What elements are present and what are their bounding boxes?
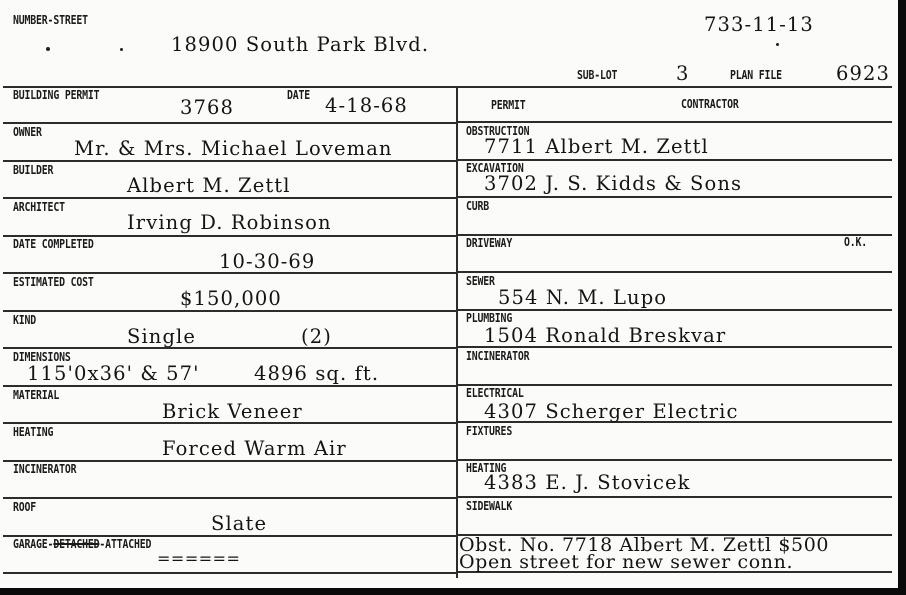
curb-label: CURB — [466, 199, 490, 213]
building-permit-label: BUILDING PERMIT — [13, 88, 100, 102]
driveway-label: DRIVEWAY — [466, 236, 513, 250]
rule — [3, 197, 456, 199]
rule — [3, 385, 456, 387]
sewer-label: SEWER — [466, 274, 495, 288]
permit-header: PERMIT — [491, 98, 526, 112]
builder-value: Albert M. Zettl — [127, 174, 291, 197]
contractor-header: CONTRACTOR — [681, 97, 739, 111]
estimated-cost-label: ESTIMATED COST — [13, 275, 94, 289]
plumbing-value: 1504 Ronald Breskvar — [484, 324, 727, 347]
dimensions-value: 115'0x36' & 57' — [27, 362, 200, 385]
plan-file-value: 6923 — [836, 62, 891, 85]
rule — [3, 86, 892, 88]
sub-lot-label: SUB-LOT — [577, 68, 618, 82]
material-value: Brick Veneer — [162, 400, 303, 423]
electrical-label: ELECTRICAL — [466, 386, 524, 400]
date-value: 4-18-68 — [325, 94, 408, 117]
garage-label-struck: DETACHED — [53, 537, 100, 551]
architect-value: Irving D. Robinson — [127, 211, 332, 234]
rule — [3, 122, 456, 124]
building-permit-value: 3768 — [180, 96, 235, 119]
kind-value: Single — [127, 325, 197, 348]
plan-file-label: PLAN FILE — [730, 68, 782, 82]
speck — [120, 48, 123, 51]
plumbing-label: PLUMBING — [466, 311, 513, 325]
electrical-value: 4307 Scherger Electric — [484, 400, 739, 423]
dimensions-area: 4896 sq. ft. — [254, 362, 380, 385]
heating-value: Forced Warm Air — [162, 437, 347, 460]
card-number: 733-11-13 — [704, 13, 814, 36]
date-completed-value: 10-30-69 — [219, 250, 316, 273]
rule — [456, 234, 892, 236]
obstruction-label: OBSTRUCTION — [466, 124, 530, 138]
estimated-cost-value: $150,000 — [180, 287, 282, 310]
roof-label: ROOF — [13, 500, 37, 514]
kind-label: KIND — [13, 313, 37, 327]
rule — [3, 572, 456, 574]
rule — [456, 309, 892, 311]
rule — [3, 347, 456, 349]
heating-label-right: HEATING — [466, 461, 507, 475]
garage-value: ====== — [157, 549, 241, 568]
note-line-1: Obst. No. 7718 Albert M. Zettl $500 — [459, 534, 830, 556]
rule — [3, 497, 456, 499]
number-street-value: 18900 South Park Blvd. — [171, 33, 430, 56]
speck — [46, 47, 50, 51]
roof-value: Slate — [211, 512, 268, 535]
driveway-value: O.K. — [844, 235, 868, 249]
sub-lot-value: 3 — [676, 62, 690, 85]
sewer-value: 554 N. M. Lupo — [498, 286, 668, 309]
rule — [456, 271, 892, 273]
incinerator-label-right: INCINERATOR — [466, 349, 530, 363]
material-label: MATERIAL — [13, 388, 60, 402]
speck — [776, 43, 779, 46]
scan-border — [898, 0, 906, 595]
excavation-value: 3702 J. S. Kidds & Sons — [484, 172, 743, 195]
fixtures-label: FIXTURES — [466, 424, 513, 438]
rule — [456, 496, 892, 498]
scan-border — [0, 588, 906, 595]
excavation-label: EXCAVATION — [466, 161, 524, 175]
date-completed-label: DATE COMPLETED — [13, 237, 94, 251]
owner-value: Mr. & Mrs. Michael Loveman — [74, 137, 393, 160]
date-label: DATE — [287, 88, 311, 102]
owner-label: OWNER — [13, 125, 42, 139]
incinerator-label: INCINERATOR — [13, 462, 77, 476]
rule — [3, 160, 456, 162]
rule — [456, 196, 892, 198]
dimensions-label: DIMENSIONS — [13, 350, 71, 364]
kind-count: (2) — [301, 325, 332, 348]
number-street-label: NUMBER-STREET — [13, 13, 88, 27]
garage-label — [13, 537, 151, 551]
rule — [456, 121, 892, 123]
architect-label: ARCHITECT — [13, 200, 65, 214]
heating-label: HEATING — [13, 425, 54, 439]
rule — [3, 310, 456, 312]
garage-label-suffix: -ATTACHED — [99, 537, 152, 551]
builder-label: BUILDER — [13, 163, 54, 177]
rule — [456, 459, 892, 461]
sidewalk-label: SIDEWALK — [466, 499, 513, 513]
note-line-2: Open street for new sewer conn. — [459, 551, 794, 573]
garage-label-prefix: GARAGE- — [13, 537, 54, 551]
heating-value-right: 4383 E. J. Stovicek — [484, 471, 691, 494]
obstruction-value: 7711 Albert M. Zettl — [484, 135, 709, 158]
